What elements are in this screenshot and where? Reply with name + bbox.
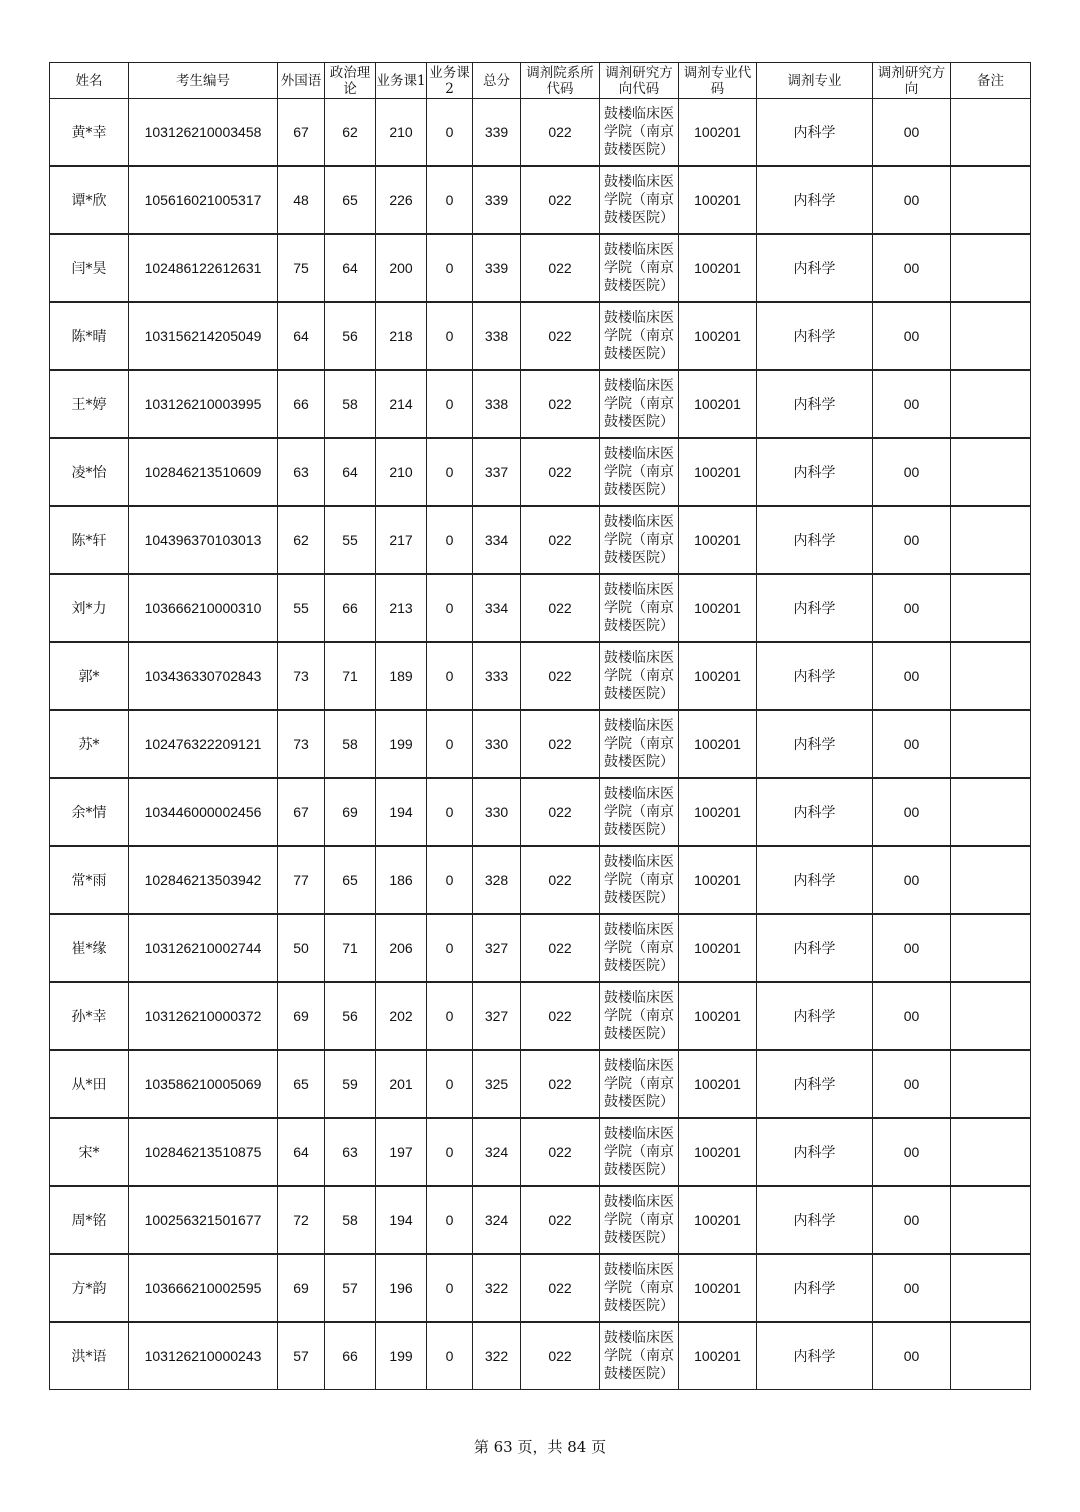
cell-exam-id: 103126210000243 (129, 1322, 278, 1390)
cell-direction-code: 鼓楼临床医学院（南京鼓楼医院） (600, 778, 679, 846)
cell-name: 黄*幸 (50, 99, 129, 167)
cell-major-code: 100201 (679, 982, 757, 1050)
cell-direction-code: 鼓楼临床医学院（南京鼓楼医院） (600, 302, 679, 370)
cell-foreign-language: 55 (278, 574, 325, 642)
cell-remark (951, 642, 1031, 710)
cell-politics: 56 (325, 982, 376, 1050)
cell-course1: 226 (376, 166, 427, 234)
cell-direction-code: 鼓楼临床医学院（南京鼓楼医院） (600, 710, 679, 778)
cell-name: 苏* (50, 710, 129, 778)
cell-politics: 69 (325, 778, 376, 846)
cell-major: 内科学 (757, 1118, 873, 1186)
header-total: 总分 (473, 63, 521, 99)
cell-name: 宋* (50, 1118, 129, 1186)
cell-direction-code: 鼓楼临床医学院（南京鼓楼医院） (600, 234, 679, 302)
cell-dept-code: 022 (521, 1050, 600, 1118)
cell-direction-code: 鼓楼临床医学院（南京鼓楼医院） (600, 99, 679, 167)
cell-total: 338 (473, 370, 521, 438)
cell-course1: 206 (376, 914, 427, 982)
cell-major: 内科学 (757, 1322, 873, 1390)
cell-course2: 0 (427, 99, 473, 167)
cell-remark (951, 166, 1031, 234)
cell-major: 内科学 (757, 234, 873, 302)
cell-course2: 0 (427, 302, 473, 370)
cell-foreign-language: 50 (278, 914, 325, 982)
cell-direction: 00 (873, 99, 951, 167)
cell-total: 339 (473, 234, 521, 302)
cell-major-code: 100201 (679, 302, 757, 370)
table-row (50, 914, 1031, 982)
cell-politics: 71 (325, 642, 376, 710)
header-course1: 业务课1 (376, 63, 427, 99)
cell-course1: 189 (376, 642, 427, 710)
cell-exam-id: 103126210000372 (129, 982, 278, 1050)
cell-direction: 00 (873, 710, 951, 778)
cell-politics: 58 (325, 1186, 376, 1254)
cell-dept-code: 022 (521, 846, 600, 914)
header-exam-id: 考生编号 (129, 63, 278, 99)
cell-major: 内科学 (757, 1050, 873, 1118)
cell-major-code: 100201 (679, 710, 757, 778)
cell-remark (951, 574, 1031, 642)
table-row (50, 778, 1031, 846)
cell-major-code: 100201 (679, 166, 757, 234)
cell-course2: 0 (427, 370, 473, 438)
cell-dept-code: 022 (521, 1186, 600, 1254)
cell-name: 从*田 (50, 1050, 129, 1118)
cell-direction: 00 (873, 438, 951, 506)
cell-direction: 00 (873, 778, 951, 846)
cell-exam-id: 103586210005069 (129, 1050, 278, 1118)
table-row (50, 710, 1031, 778)
table-row (50, 506, 1031, 574)
cell-course1: 202 (376, 982, 427, 1050)
cell-name: 陈*轩 (50, 506, 129, 574)
table-row (50, 1186, 1031, 1254)
cell-name: 刘*力 (50, 574, 129, 642)
cell-foreign-language: 65 (278, 1050, 325, 1118)
cell-course2: 0 (427, 642, 473, 710)
cell-foreign-language: 77 (278, 846, 325, 914)
cell-dept-code: 022 (521, 574, 600, 642)
cell-major: 内科学 (757, 302, 873, 370)
cell-remark (951, 1254, 1031, 1322)
cell-total: 328 (473, 846, 521, 914)
table-row (50, 370, 1031, 438)
cell-major: 内科学 (757, 370, 873, 438)
cell-course1: 196 (376, 1254, 427, 1322)
cell-politics: 65 (325, 166, 376, 234)
table-row (50, 166, 1031, 234)
cell-direction-code: 鼓楼临床医学院（南京鼓楼医院） (600, 642, 679, 710)
cell-direction: 00 (873, 1322, 951, 1390)
cell-politics: 65 (325, 846, 376, 914)
cell-total: 322 (473, 1322, 521, 1390)
cell-exam-id: 103446000002456 (129, 778, 278, 846)
header-direction: 调剂研究方向 (873, 63, 951, 99)
table-row (50, 234, 1031, 302)
cell-exam-id: 103156214205049 (129, 302, 278, 370)
cell-direction-code: 鼓楼临床医学院（南京鼓楼医院） (600, 1322, 679, 1390)
cell-major: 内科学 (757, 99, 873, 167)
cell-direction: 00 (873, 1186, 951, 1254)
cell-dept-code: 022 (521, 1254, 600, 1322)
cell-politics: 63 (325, 1118, 376, 1186)
cell-major: 内科学 (757, 914, 873, 982)
cell-exam-id: 103666210002595 (129, 1254, 278, 1322)
cell-politics: 55 (325, 506, 376, 574)
cell-direction-code: 鼓楼临床医学院（南京鼓楼医院） (600, 574, 679, 642)
cell-major: 内科学 (757, 438, 873, 506)
cell-remark (951, 914, 1031, 982)
cell-direction: 00 (873, 1254, 951, 1322)
cell-total: 339 (473, 166, 521, 234)
cell-direction-code: 鼓楼临床医学院（南京鼓楼医院） (600, 1050, 679, 1118)
cell-course2: 0 (427, 1050, 473, 1118)
cell-remark (951, 99, 1031, 167)
cell-politics: 66 (325, 1322, 376, 1390)
cell-major: 内科学 (757, 846, 873, 914)
cell-foreign-language: 73 (278, 710, 325, 778)
cell-major: 内科学 (757, 778, 873, 846)
cell-foreign-language: 62 (278, 506, 325, 574)
cell-direction: 00 (873, 982, 951, 1050)
cell-dept-code: 022 (521, 370, 600, 438)
cell-name: 孙*幸 (50, 982, 129, 1050)
cell-course1: 194 (376, 1186, 427, 1254)
cell-name: 谭*欣 (50, 166, 129, 234)
cell-direction-code: 鼓楼临床医学院（南京鼓楼医院） (600, 1118, 679, 1186)
cell-name: 方*韵 (50, 1254, 129, 1322)
cell-direction-code: 鼓楼临床医学院（南京鼓楼医院） (600, 1186, 679, 1254)
cell-course1: 194 (376, 778, 427, 846)
table-row (50, 1118, 1031, 1186)
cell-direction: 00 (873, 1118, 951, 1186)
cell-exam-id: 103126210003995 (129, 370, 278, 438)
table-row (50, 438, 1031, 506)
cell-direction-code: 鼓楼临床医学院（南京鼓楼医院） (600, 846, 679, 914)
cell-politics: 62 (325, 99, 376, 167)
cell-foreign-language: 64 (278, 1118, 325, 1186)
cell-dept-code: 022 (521, 438, 600, 506)
table-row (50, 302, 1031, 370)
cell-major-code: 100201 (679, 1118, 757, 1186)
cell-major: 内科学 (757, 166, 873, 234)
cell-direction-code: 鼓楼临床医学院（南京鼓楼医院） (600, 166, 679, 234)
cell-foreign-language: 66 (278, 370, 325, 438)
cell-total: 339 (473, 99, 521, 167)
cell-course1: 186 (376, 846, 427, 914)
cell-course1: 217 (376, 506, 427, 574)
cell-total: 324 (473, 1186, 521, 1254)
cell-foreign-language: 67 (278, 778, 325, 846)
cell-exam-id: 103126210002744 (129, 914, 278, 982)
cell-major-code: 100201 (679, 574, 757, 642)
cell-course2: 0 (427, 166, 473, 234)
cell-major-code: 100201 (679, 506, 757, 574)
cell-major: 内科学 (757, 1186, 873, 1254)
header-remark: 备注 (951, 63, 1031, 99)
cell-foreign-language: 75 (278, 234, 325, 302)
cell-total: 337 (473, 438, 521, 506)
cell-direction-code: 鼓楼临床医学院（南京鼓楼医院） (600, 982, 679, 1050)
cell-name: 闫*昊 (50, 234, 129, 302)
cell-dept-code: 022 (521, 234, 600, 302)
cell-total: 325 (473, 1050, 521, 1118)
cell-dept-code: 022 (521, 1322, 600, 1390)
cell-exam-id: 103666210000310 (129, 574, 278, 642)
cell-remark (951, 370, 1031, 438)
cell-name: 王*婷 (50, 370, 129, 438)
cell-major: 内科学 (757, 710, 873, 778)
cell-dept-code: 022 (521, 99, 600, 167)
cell-major-code: 100201 (679, 642, 757, 710)
table-body (50, 99, 1031, 1390)
cell-total: 333 (473, 642, 521, 710)
cell-name: 常*雨 (50, 846, 129, 914)
cell-dept-code: 022 (521, 642, 600, 710)
cell-remark (951, 778, 1031, 846)
cell-exam-id: 105616021005317 (129, 166, 278, 234)
header-major-code: 调剂专业代码 (679, 63, 757, 99)
cell-remark (951, 1322, 1031, 1390)
cell-exam-id: 100256321501677 (129, 1186, 278, 1254)
cell-remark (951, 1050, 1031, 1118)
cell-course2: 0 (427, 846, 473, 914)
cell-course2: 0 (427, 914, 473, 982)
cell-major: 内科学 (757, 642, 873, 710)
header-name: 姓名 (50, 63, 129, 99)
cell-name: 陈*晴 (50, 302, 129, 370)
cell-foreign-language: 69 (278, 982, 325, 1050)
cell-dept-code: 022 (521, 710, 600, 778)
cell-politics: 64 (325, 234, 376, 302)
cell-direction: 00 (873, 1050, 951, 1118)
cell-foreign-language: 64 (278, 302, 325, 370)
cell-major: 内科学 (757, 574, 873, 642)
cell-foreign-language: 73 (278, 642, 325, 710)
cell-total: 327 (473, 982, 521, 1050)
cell-remark (951, 438, 1031, 506)
cell-foreign-language: 63 (278, 438, 325, 506)
cell-course1: 199 (376, 710, 427, 778)
cell-exam-id: 104396370103013 (129, 506, 278, 574)
cell-course1: 199 (376, 1322, 427, 1390)
cell-remark (951, 302, 1031, 370)
cell-course2: 0 (427, 506, 473, 574)
cell-course1: 200 (376, 234, 427, 302)
cell-course2: 0 (427, 1186, 473, 1254)
cell-major-code: 100201 (679, 1322, 757, 1390)
cell-major-code: 100201 (679, 99, 757, 167)
cell-exam-id: 103126210003458 (129, 99, 278, 167)
cell-exam-id: 102486122612631 (129, 234, 278, 302)
cell-major-code: 100201 (679, 438, 757, 506)
table-row (50, 574, 1031, 642)
header-politics: 政治理论 (325, 63, 376, 99)
cell-name: 洪*语 (50, 1322, 129, 1390)
table-row (50, 1050, 1031, 1118)
cell-total: 338 (473, 302, 521, 370)
cell-politics: 64 (325, 438, 376, 506)
table-row (50, 99, 1031, 167)
cell-direction-code: 鼓楼临床医学院（南京鼓楼医院） (600, 370, 679, 438)
cell-total: 322 (473, 1254, 521, 1322)
cell-major: 内科学 (757, 506, 873, 574)
cell-exam-id: 102846213503942 (129, 846, 278, 914)
cell-major-code: 100201 (679, 370, 757, 438)
cell-dept-code: 022 (521, 778, 600, 846)
cell-remark (951, 1186, 1031, 1254)
cell-total: 334 (473, 574, 521, 642)
cell-remark (951, 506, 1031, 574)
cell-major-code: 100201 (679, 1254, 757, 1322)
cell-name: 崔*缘 (50, 914, 129, 982)
cell-exam-id: 102846213510609 (129, 438, 278, 506)
header-foreign-language: 外国语 (278, 63, 325, 99)
cell-dept-code: 022 (521, 982, 600, 1050)
cell-name: 郭* (50, 642, 129, 710)
cell-politics: 71 (325, 914, 376, 982)
cell-remark (951, 710, 1031, 778)
cell-direction-code: 鼓楼临床医学院（南京鼓楼医院） (600, 1254, 679, 1322)
cell-total: 327 (473, 914, 521, 982)
table-row (50, 1254, 1031, 1322)
cell-course2: 0 (427, 982, 473, 1050)
cell-total: 330 (473, 710, 521, 778)
table-row (50, 642, 1031, 710)
cell-politics: 66 (325, 574, 376, 642)
cell-course2: 0 (427, 710, 473, 778)
cell-direction: 00 (873, 234, 951, 302)
cell-course2: 0 (427, 438, 473, 506)
cell-direction-code: 鼓楼临床医学院（南京鼓楼医院） (600, 914, 679, 982)
table-row (50, 846, 1031, 914)
cell-name: 余*情 (50, 778, 129, 846)
cell-major-code: 100201 (679, 846, 757, 914)
cell-dept-code: 022 (521, 1118, 600, 1186)
cell-dept-code: 022 (521, 506, 600, 574)
cell-politics: 58 (325, 370, 376, 438)
cell-name: 周*铭 (50, 1186, 129, 1254)
header-major: 调剂专业 (757, 63, 873, 99)
cell-direction-code: 鼓楼临床医学院（南京鼓楼医院） (600, 438, 679, 506)
cell-total: 330 (473, 778, 521, 846)
cell-remark (951, 234, 1031, 302)
cell-major-code: 100201 (679, 914, 757, 982)
cell-major-code: 100201 (679, 1186, 757, 1254)
cell-course2: 0 (427, 1254, 473, 1322)
admission-table (49, 62, 1031, 1390)
cell-remark (951, 982, 1031, 1050)
cell-direction: 00 (873, 914, 951, 982)
cell-course1: 210 (376, 99, 427, 167)
cell-total: 334 (473, 506, 521, 574)
cell-course2: 0 (427, 574, 473, 642)
table-row (50, 982, 1031, 1050)
cell-direction-code: 鼓楼临床医学院（南京鼓楼医院） (600, 506, 679, 574)
cell-direction: 00 (873, 506, 951, 574)
cell-course2: 0 (427, 234, 473, 302)
cell-foreign-language: 67 (278, 99, 325, 167)
table-row (50, 1322, 1031, 1390)
cell-foreign-language: 69 (278, 1254, 325, 1322)
cell-politics: 57 (325, 1254, 376, 1322)
cell-course1: 213 (376, 574, 427, 642)
cell-remark (951, 1118, 1031, 1186)
cell-total: 324 (473, 1118, 521, 1186)
cell-direction: 00 (873, 302, 951, 370)
page-number: 第 63 页，共 84 页 (473, 1438, 607, 1456)
cell-course1: 197 (376, 1118, 427, 1186)
cell-dept-code: 022 (521, 166, 600, 234)
cell-major: 内科学 (757, 1254, 873, 1322)
cell-course2: 0 (427, 1118, 473, 1186)
cell-major-code: 100201 (679, 778, 757, 846)
cell-name: 凌*怡 (50, 438, 129, 506)
cell-exam-id: 102476322209121 (129, 710, 278, 778)
cell-course1: 210 (376, 438, 427, 506)
cell-direction: 00 (873, 574, 951, 642)
cell-major-code: 100201 (679, 234, 757, 302)
cell-politics: 58 (325, 710, 376, 778)
cell-course2: 0 (427, 778, 473, 846)
cell-exam-id: 103436330702843 (129, 642, 278, 710)
cell-dept-code: 022 (521, 302, 600, 370)
cell-course1: 214 (376, 370, 427, 438)
cell-politics: 59 (325, 1050, 376, 1118)
cell-foreign-language: 72 (278, 1186, 325, 1254)
header-row (50, 63, 1031, 99)
cell-course2: 0 (427, 1322, 473, 1390)
cell-exam-id: 102846213510875 (129, 1118, 278, 1186)
cell-foreign-language: 48 (278, 166, 325, 234)
cell-politics: 56 (325, 302, 376, 370)
cell-direction: 00 (873, 370, 951, 438)
cell-major: 内科学 (757, 982, 873, 1050)
cell-course1: 201 (376, 1050, 427, 1118)
cell-dept-code: 022 (521, 914, 600, 982)
cell-remark (951, 846, 1031, 914)
cell-course1: 218 (376, 302, 427, 370)
header-course2: 业务课2 (427, 63, 473, 99)
header-dept-code: 调剂院系所代码 (521, 63, 600, 99)
cell-direction: 00 (873, 846, 951, 914)
header-direction-code: 调剂研究方向代码 (600, 63, 679, 99)
cell-major-code: 100201 (679, 1050, 757, 1118)
cell-direction: 00 (873, 642, 951, 710)
cell-foreign-language: 57 (278, 1322, 325, 1390)
cell-direction: 00 (873, 166, 951, 234)
